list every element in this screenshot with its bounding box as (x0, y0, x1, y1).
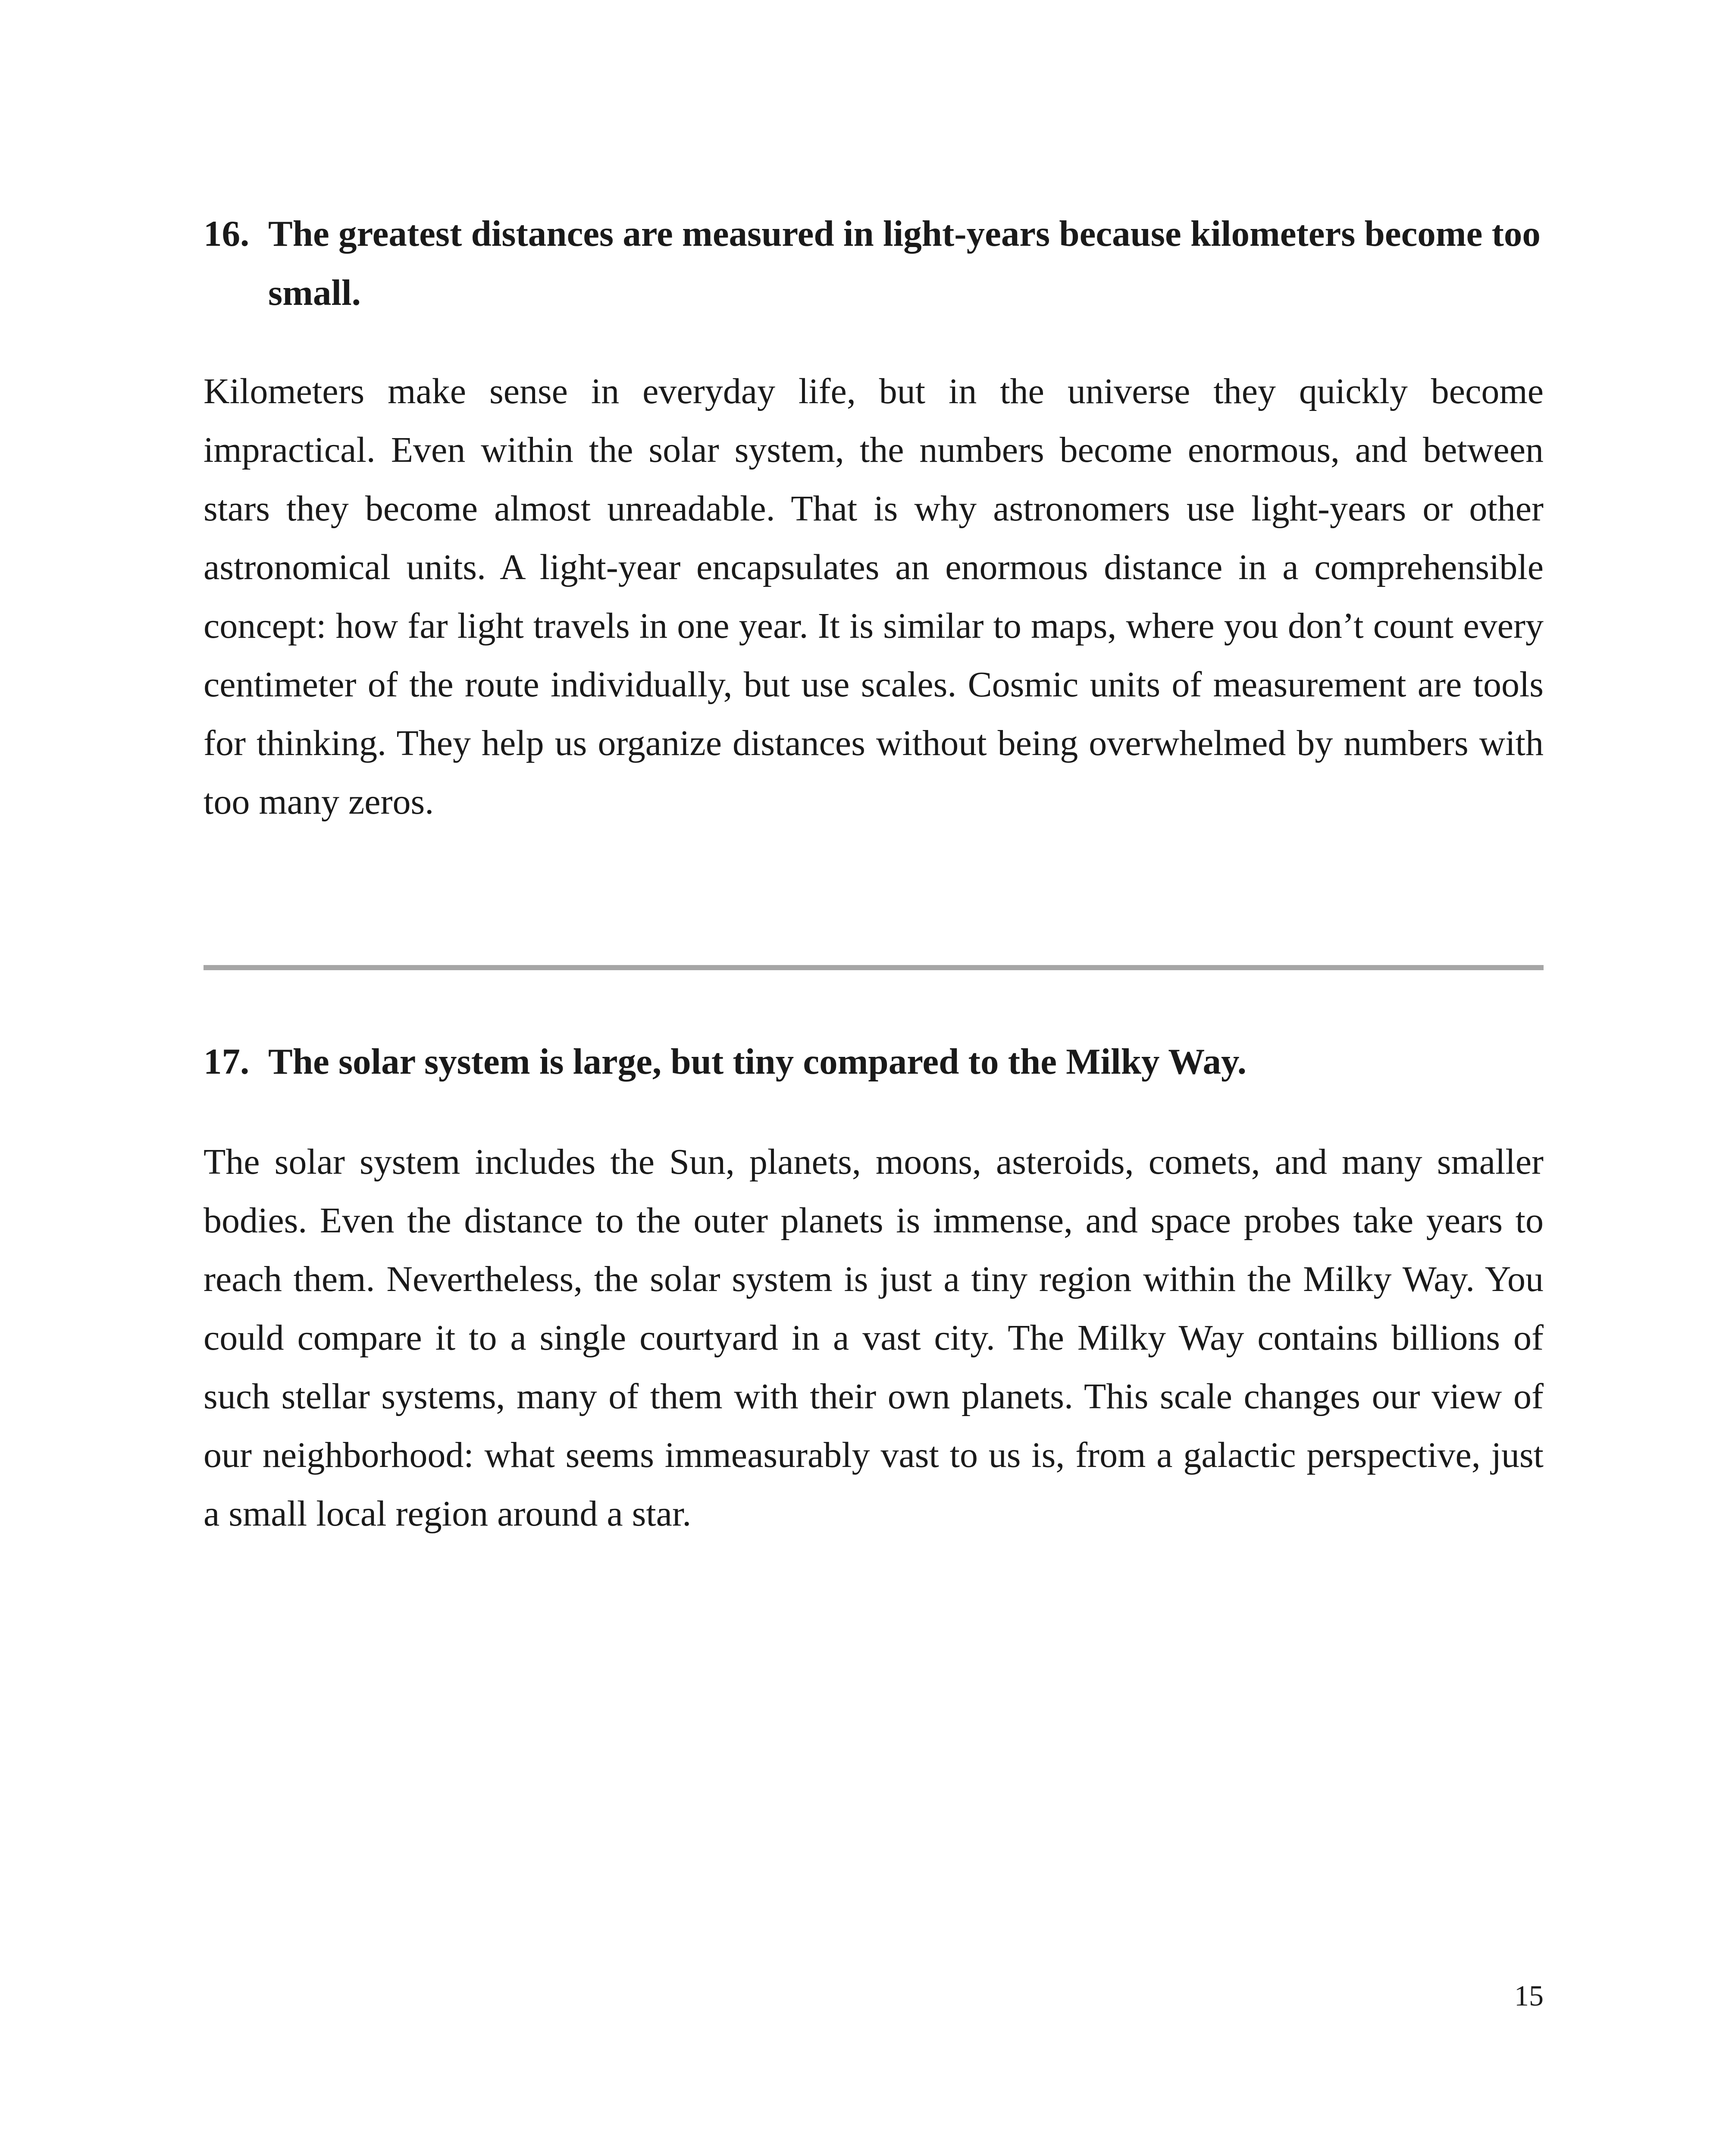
section-body: The solar system includes the Sun, planets, moons, asteroids, comets, and many smaller bodies. Even the distance to the outer planets is immense, and space probes take years to reach them. Nevertheless, the solar system is just a tiny region within the Milky Way. You could compare it to a single courtyard in a vast city. The Milky Way contains billions of such stellar systems, many of them with their own planets. This scale changes our view of our neighborhood: what seems immeasurably vast to us is, from a galactic perspective, just a small local region around a star. (204, 1142, 1544, 1534)
section-17 (204, 1032, 1544, 1543)
section-heading-text: The greatest distances are measured in light-years because kilometers become too small. (268, 213, 1541, 313)
section-heading (204, 1032, 1544, 1091)
section-heading (204, 204, 1544, 323)
section-body: Kilometers make sense in everyday life, but in the universe they quickly become impractical. Even within the solar system, the numbers become enormous, and between stars they become almost unreadable. That is why astronomers use light-years or other astronomical units. A light-year encapsulates an enormous distance in a comprehensible concept: how far light travels in one year. It is similar to maps, where you don’t count every centimeter of the route individually, but use scales. Cosmic units of measurement are tools for thinking. They help us organize distances without being overwhelmed by numbers with too many zeros. (204, 371, 1544, 822)
document-page (204, 0, 1544, 2156)
section-heading-text: The solar system is large, but tiny compared to the Milky Way. (268, 1041, 1247, 1082)
section-number: 17. (204, 1041, 250, 1082)
section-number: 16. (204, 213, 250, 254)
page-number: 15 (1514, 1979, 1544, 2012)
section-16 (204, 204, 1544, 831)
section-divider (204, 965, 1544, 970)
